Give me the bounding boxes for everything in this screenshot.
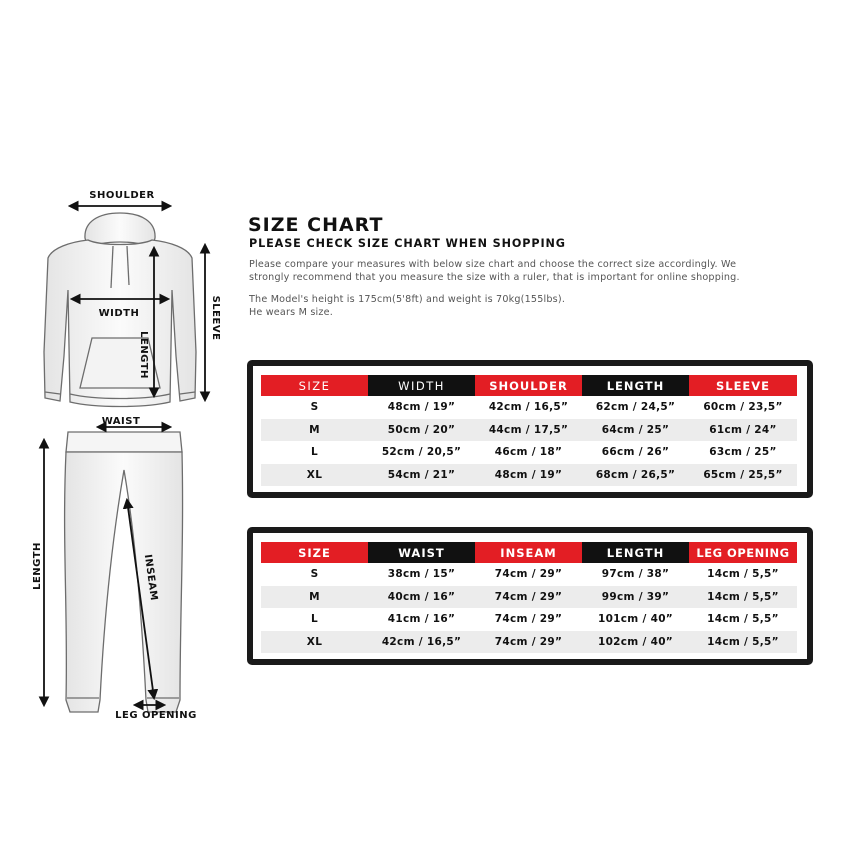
table-cell: 68cm / 26,5” [582, 464, 689, 487]
instructions-line: Please compare your measures with below size chart and choose the correct size accordingly. We [249, 259, 737, 270]
table-cell: 54cm / 21” [368, 464, 475, 487]
column-header-sleeve: SLEEVE [689, 375, 797, 396]
table-row [261, 464, 797, 487]
table-cell: 38cm / 15” [368, 563, 475, 586]
column-header-size: SIZE [261, 375, 368, 396]
table-cell: S [261, 396, 368, 419]
length-bottom-label: LENGTH [32, 542, 43, 590]
column-header-shoulder: SHOULDER [475, 375, 582, 396]
table-cell: 14cm / 5,5” [689, 563, 797, 586]
table-cell: XL [261, 464, 368, 487]
leg-opening-label: LEG OPENING [115, 710, 197, 721]
table-cell: 61cm / 24” [689, 419, 797, 442]
table-cell: 74cm / 29” [475, 563, 582, 586]
model-info-line: He wears M size. [249, 306, 333, 318]
table-cell: 74cm / 29” [475, 608, 582, 631]
top-size-chart [247, 360, 813, 498]
table-cell: 50cm / 20” [368, 419, 475, 442]
page-subtitle: PLEASE CHECK SIZE CHART WHEN SHOPPING [249, 237, 566, 250]
table-cell: 60cm / 23,5” [689, 396, 797, 419]
table-cell: S [261, 563, 368, 586]
table-cell: 14cm / 5,5” [689, 586, 797, 609]
table-cell: 40cm / 16” [368, 586, 475, 609]
table-cell: 63cm / 25” [689, 441, 797, 464]
column-header-width: WIDTH [368, 375, 475, 396]
column-header-length: LENGTH [582, 375, 689, 396]
table-cell: 62cm / 24,5” [582, 396, 689, 419]
column-header-length: LENGTH [582, 542, 689, 563]
table-cell: XL [261, 631, 368, 654]
inseam-label: INSEAM [141, 553, 160, 602]
table-cell: 66cm / 26” [582, 441, 689, 464]
table-cell: 99cm / 39” [582, 586, 689, 609]
top-size-table [261, 375, 797, 486]
table-cell: 48cm / 19” [475, 464, 582, 487]
table-cell: 41cm / 16” [368, 608, 475, 631]
column-header-leg-opening: LEG OPENING [689, 542, 797, 563]
bottom-size-chart [247, 527, 813, 665]
shoulder-label: SHOULDER [89, 190, 155, 201]
table-cell: 48cm / 19” [368, 396, 475, 419]
table-cell: 101cm / 40” [582, 608, 689, 631]
table-cell: L [261, 441, 368, 464]
table-cell: 64cm / 25” [582, 419, 689, 442]
table-row [261, 396, 797, 419]
table-cell: L [261, 608, 368, 631]
waist-label: WAIST [101, 416, 141, 427]
table-row [261, 631, 797, 654]
table-cell: 65cm / 25,5” [689, 464, 797, 487]
table-cell: 97cm / 38” [582, 563, 689, 586]
page-title: SIZE CHART [248, 214, 384, 236]
table-cell: 44cm / 17,5” [475, 419, 582, 442]
column-header-size: SIZE [261, 542, 368, 563]
table-cell: 14cm / 5,5” [689, 608, 797, 631]
instructions-line: strongly recommend that you measure the size with a ruler, that is important for online shopping. [249, 271, 740, 283]
table-cell: 74cm / 29” [475, 631, 582, 654]
model-info-paragraph [249, 294, 565, 319]
table-cell: M [261, 586, 368, 609]
table-header-row [261, 542, 797, 563]
table-cell: 74cm / 29” [475, 586, 582, 609]
bottom-size-table [261, 542, 797, 653]
instructions-paragraph [249, 259, 740, 284]
model-info-line: The Model's height is 175cm(5'8ft) and weight is 70kg(155lbs). [249, 294, 566, 305]
table-row [261, 419, 797, 442]
table-header-row [261, 375, 797, 396]
column-header-inseam: INSEAM [475, 542, 582, 563]
table-row [261, 608, 797, 631]
length-top-label: LENGTH [138, 331, 149, 379]
sleeve-label: SLEEVE [210, 295, 221, 341]
table-row [261, 441, 797, 464]
table-row [261, 563, 797, 586]
table-cell: 42cm / 16,5” [368, 631, 475, 654]
table-cell: M [261, 419, 368, 442]
column-header-waist: WAIST [368, 542, 475, 563]
table-cell: 46cm / 18” [475, 441, 582, 464]
pants-drawing [65, 432, 183, 712]
width-label: WIDTH [98, 308, 140, 319]
table-cell: 102cm / 40” [582, 631, 689, 654]
table-row [261, 586, 797, 609]
garment-measurement-illustration [0, 0, 250, 850]
table-cell: 14cm / 5,5” [689, 631, 797, 654]
table-cell: 42cm / 16,5” [475, 396, 582, 419]
table-cell: 52cm / 20,5” [368, 441, 475, 464]
